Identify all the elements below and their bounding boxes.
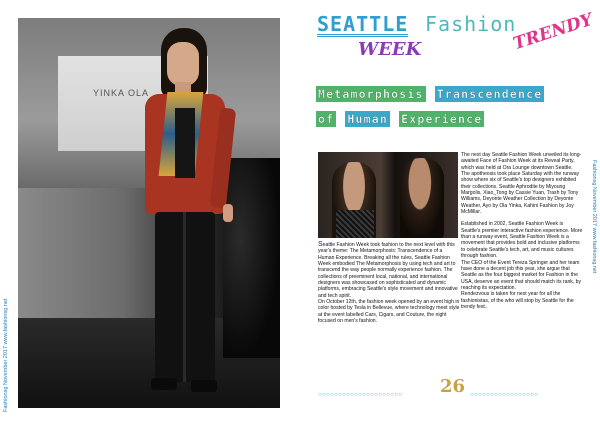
headline-line-1 (316, 87, 545, 101)
article-paragraph: The CEO of the Event Tereza Springer and her team have done a decent job this year, she argue that Seattle as the four biggest market for Fashion in the USA, deserve an event that should match its rank, by reaching its expectation. (461, 259, 582, 291)
runway-model (133, 28, 243, 408)
right-page (300, 0, 600, 424)
inset-photo-models (318, 152, 458, 238)
side-credit-right: Fashionsg November 2017 www.fashionsg.net (591, 160, 597, 274)
masthead-fashion: Fashion (425, 12, 517, 36)
masthead-week: WEEK (358, 39, 422, 60)
article-paragraph: The next day Seattle Fashion Week unveiled its long-awaited Face of Fashion Week at its Reveal Party, which was held at Ora Lounge downtown Seattle. (461, 152, 582, 171)
article-column-1 (318, 242, 460, 324)
article-text: eattle Fashion Week took fashion to the next level with this year's theme: The Metamorphosis: Transcendence of a Human Experience. Breaking all the rules, Seattle Fashion Week embodied The Metamorphosis by using tech and art to transcend the way people normally experience fashion. The collections of preeminent local, national, and international designers was showcased on sophisticated and dynamic platforms, embracing Seattle's style movement and innovative and tech spirit. (318, 242, 458, 299)
headline-word: of (318, 112, 335, 126)
article-paragraph: Established in 2002, Seattle Fashion Week is Seattle's premier interactive fashion experience. More than a runway event, Seattle Fashion Week is a movement that provides bold and inclusive platforms to celebrate Seattle's tech, art, and music cultures through fashion. (461, 221, 583, 260)
model-legs (155, 212, 215, 382)
headline-line-2 (316, 112, 485, 126)
headline-word: Metamorphosis (318, 87, 424, 101)
model-shoe-right (191, 380, 217, 392)
article-paragraph: Rendezvous is taken for next year for all the fashionistas, of the who will stop by Seattle for the trendy fest.. (461, 291, 574, 310)
model-shoe-left (151, 378, 177, 390)
article-paragraph (318, 242, 460, 299)
headline-word: Transcendence (436, 87, 543, 101)
runway-photo (18, 18, 280, 408)
footer-dots-right: ○○○○○○○○○○○○○○○○○ (470, 392, 539, 398)
article-paragraph: On October 12th, the fashion week opened by an event high in color hosted by Tesla in Bellevue, where technology meet style at the event labelled Cars, Cigars, and Couture, the night focused on men's fashion. (318, 299, 460, 325)
model-hand (223, 204, 233, 222)
headline-word: Human (347, 112, 388, 126)
article-paragraph: The apotheosis took place Saturday with the runway show where six of Seattle's top designers exhibited their collections. Seattle Aphrodite by Miyoung Margolis, Xiao_Tong by Cassie Yuan, Trash by Tony Williams, Deyonte Weather Collection by Deyonte Weather, Ayo by Ola Yinka, Kahini Fashion by Joy McMillar. (461, 171, 580, 216)
side-credit-left: Fashionsg November 2017 www.fashionsg.net (3, 298, 9, 412)
page-number: 26 (440, 376, 466, 397)
footer-dots-left: ○○○○○○○○○○○○○○○○○○○○○ (318, 392, 403, 398)
inset-lace-top (336, 210, 374, 238)
photo-sponsor-sign: YINKA OLA (93, 88, 150, 98)
drop-cap: S (318, 241, 323, 248)
masthead-trendy: TRENDY (510, 9, 596, 55)
masthead-seattle: SEATTLE (317, 12, 409, 36)
model-top (175, 108, 195, 178)
model-face (167, 42, 199, 86)
article-column-2 (461, 152, 583, 310)
inset-model-right (400, 158, 444, 238)
headline-word: Experience (401, 112, 483, 126)
